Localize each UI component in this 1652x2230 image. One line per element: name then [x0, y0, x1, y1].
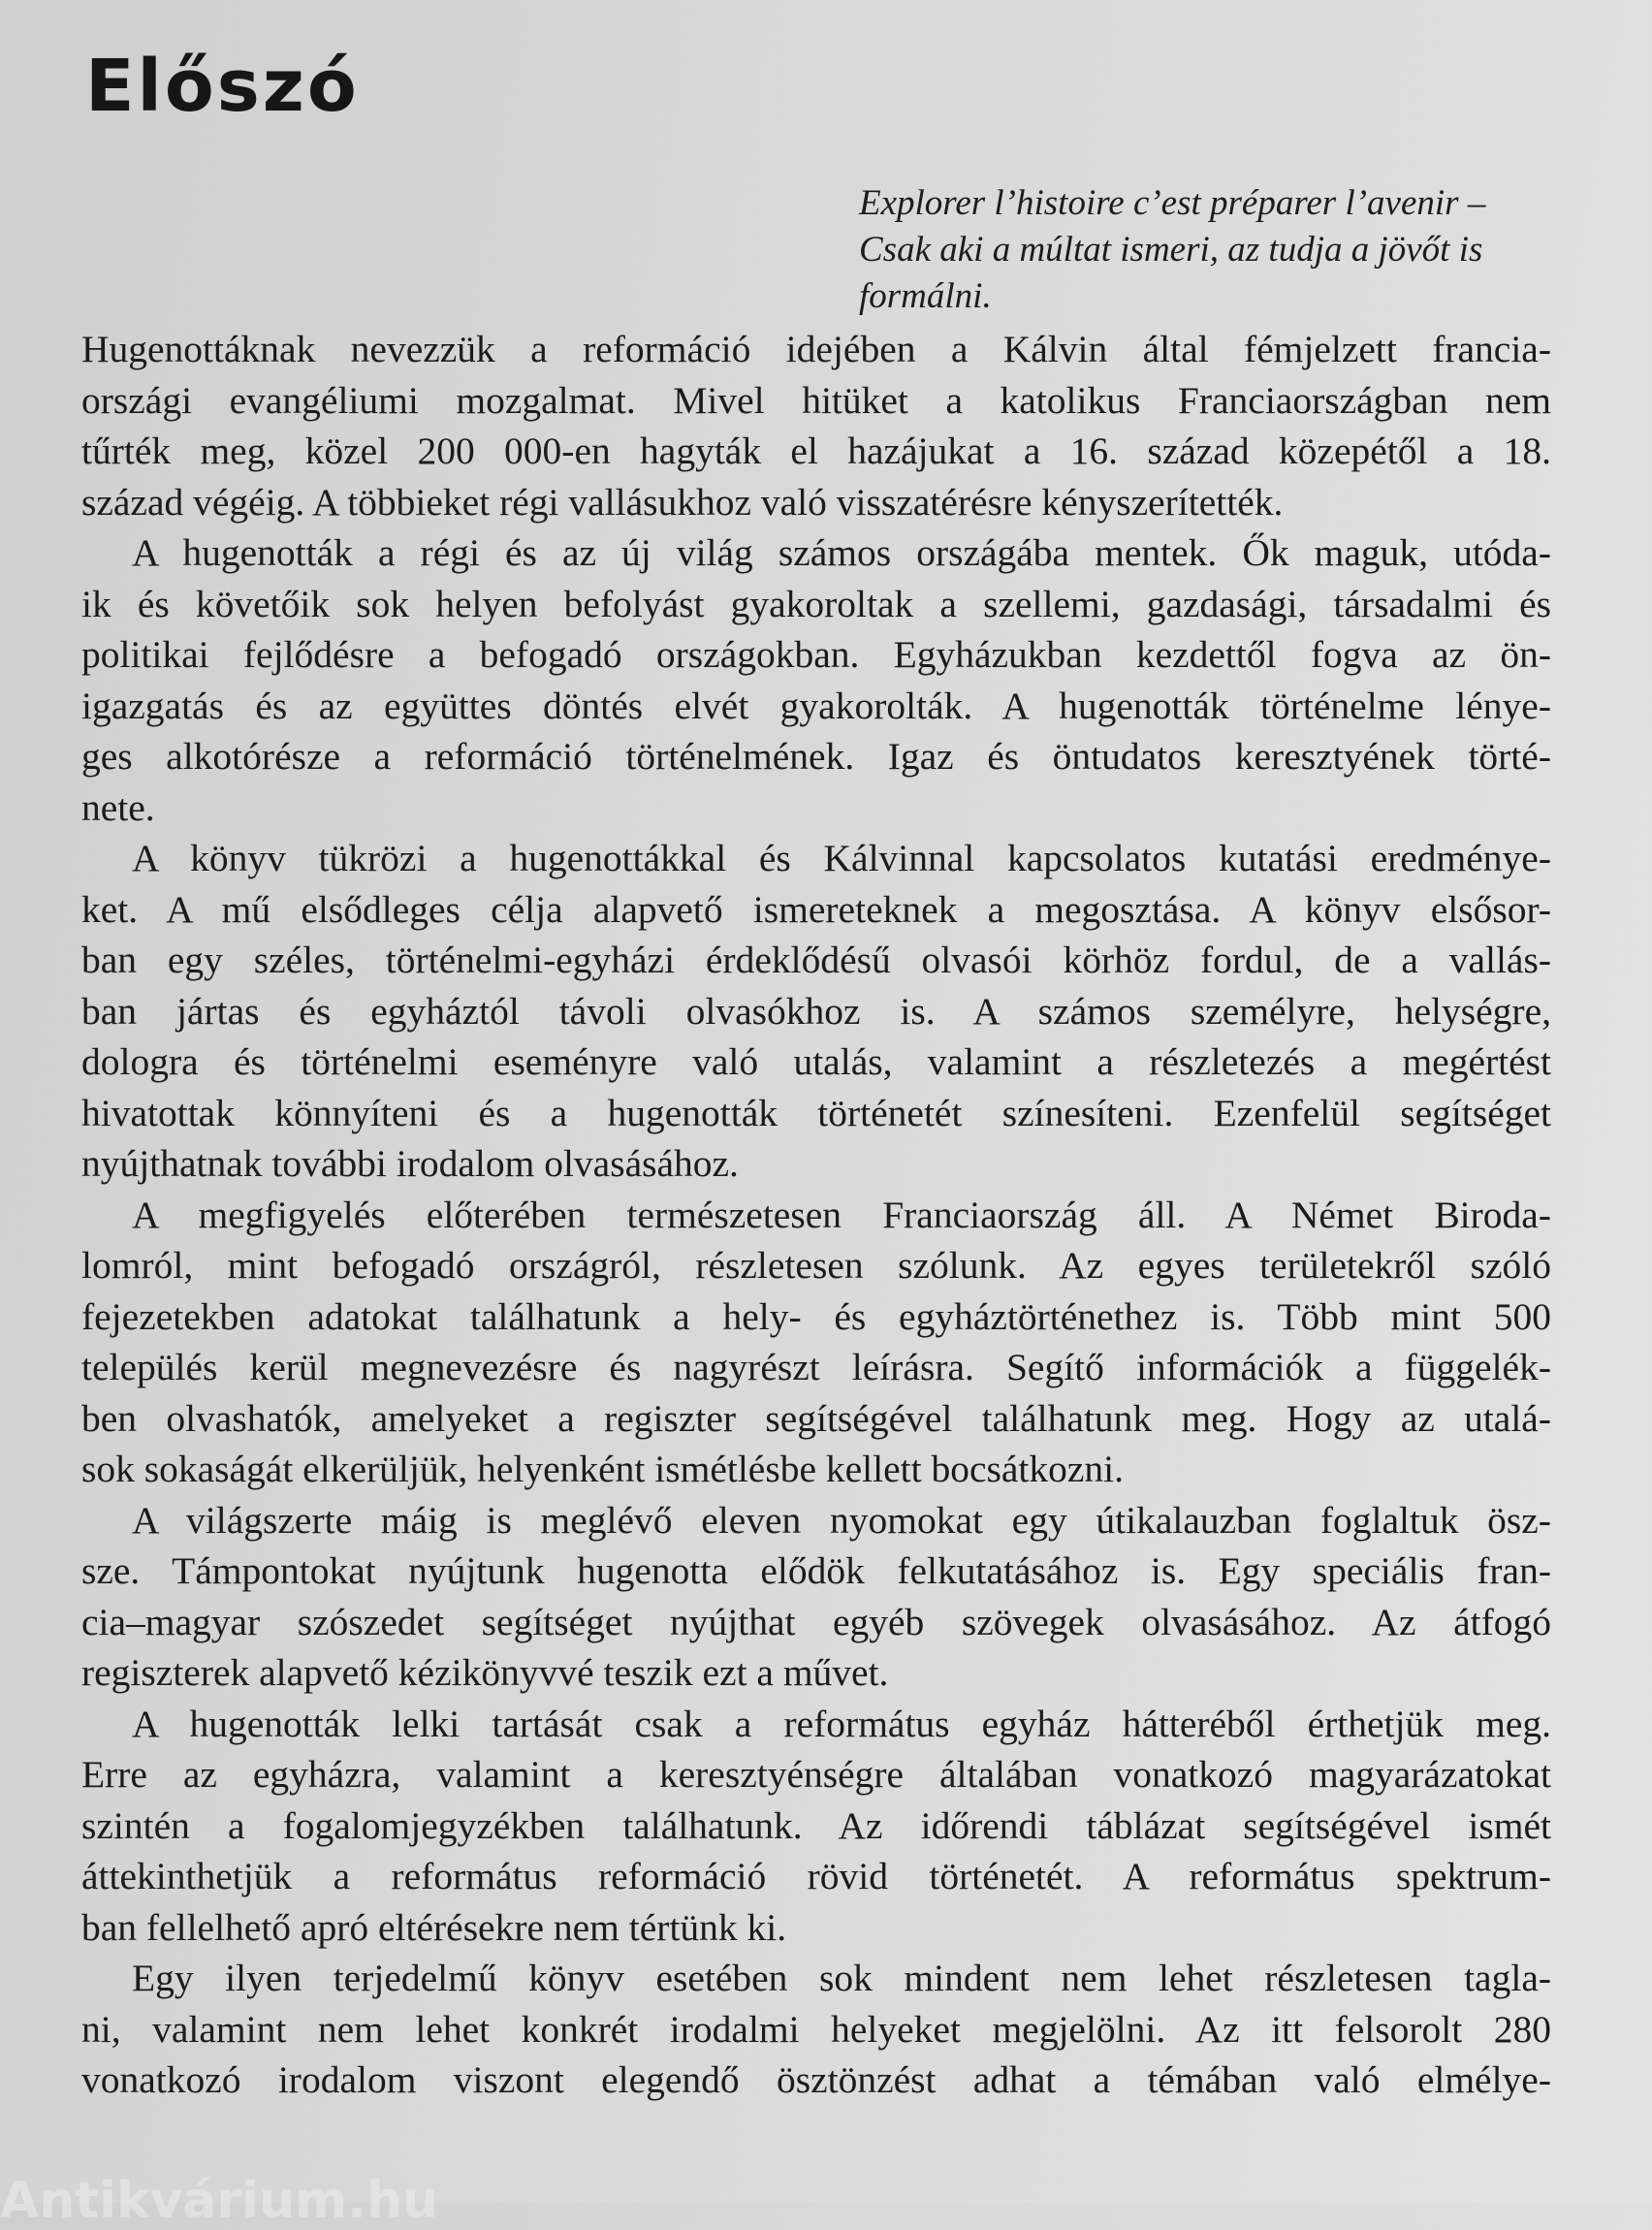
text-line: cia–magyar szószedet segítséget nyújthat egyéb szövegek olvasásához. Az átfogó — [81, 1600, 1551, 1643]
text-line: Erre az egyházra, valamint a keresztyénségre általában vonatkozó magyarázatokat — [81, 1753, 1551, 1796]
paragraph — [81, 1190, 1551, 1495]
text-line: ni, valamint nem lehet konkrét irodalmi helyeket megjelölni. Az itt felsorolt 280 — [81, 2007, 1551, 2051]
text-line: országi evangéliumi mozgalmat. Mivel hitüket a katolikus Franciaországban nem — [81, 378, 1551, 422]
text-line: sze. Támpontokat nyújtunk hugenotta elődök felkutatásához is. Egy speciális fran- — [81, 1549, 1551, 1592]
page-title: Előszó — [85, 45, 360, 128]
text-line: település kerül megnevezésre és nagyrészt leírásra. Segítő információk a függelék- — [81, 1346, 1551, 1388]
text-line: Egy ilyen terjedelmű könyv esetében sok mindent nem lehet részletesen tagla- — [132, 1957, 1551, 1999]
text-line: áttekinthetjük a református reformáció rövid történetét. A református spektrum- — [81, 1855, 1551, 1897]
epigraph-line-hungarian: Csak aki a múltat ismeri, az tudja a jövőt is formálni. — [859, 230, 1483, 316]
text-line: nyújthatnak további irodalom olvasásához. — [81, 1142, 739, 1185]
text-line: A világszerte máig is meglévő eleven nyomokat egy útikalauzban foglaltuk ösz- — [132, 1498, 1551, 1542]
text-line: ket. A mű elsődleges célja alapvető ismereteknek a megosztása. A könyv elsősor- — [81, 887, 1551, 931]
text-line: Hugenottáknak nevezzük a reformáció idejében a Kálvin által fémjelzett francia- — [81, 328, 1551, 370]
text-line: ges alkotórésze a reformáció történelmének. Igaz és öntudatos keresztyének törté- — [81, 735, 1551, 778]
paragraph — [81, 833, 1551, 1190]
text-line: A megfigyelés előterében természetesen Franciaország áll. A Német Biroda- — [132, 1193, 1551, 1236]
text-line: politikai fejlődésre a befogadó országokban. Egyházukban kezdettől fogva az ön- — [81, 633, 1551, 676]
epigraph — [574, 180, 1543, 320]
text-line: A könyv tükrözi a hugenottákkal és Kálvinnal kapcsolatos kutatási eredménye- — [132, 837, 1551, 879]
epigraph-line-french: Explorer l’histoire c’est préparer l’avenir – — [859, 183, 1486, 223]
text-line: hivatottak könnyíteni és a hugenották történetét színesíteni. Ezenfelül segítséget — [81, 1091, 1551, 1134]
text-line: dologra és történelmi eseményre való utalás, valamint a részletezés a megértést — [81, 1040, 1551, 1083]
text-line: A hugenották a régi és az új világ számos országába mentek. Ők maguk, utóda- — [132, 531, 1551, 574]
text-line: igazgatás és az együttes döntés elvét gyakorolták. A hugenották történelme lénye- — [81, 684, 1551, 727]
text-line: nete. — [81, 785, 155, 829]
text-line: század végéig. A többieket régi vallásukhoz való visszatérésre kényszerítették. — [81, 480, 1284, 524]
text-line: sok sokaságát elkerüljük, helyenként ismétlésbe kellett bocsátkozni. — [81, 1448, 1124, 1490]
text-line: ban egy széles, történelmi-egyházi érdeklődésű olvasói körhöz fordul, de a vallás- — [81, 939, 1551, 981]
text-line: szintén a fogalomjegyzékben találhatunk. Az időrendi táblázat segítségével ismét — [81, 1803, 1551, 1847]
paragraph — [81, 1699, 1551, 1954]
text-line: A hugenották lelki tartását csak a református egyház hátteréből érthetjük meg. — [132, 1702, 1551, 1745]
body-text — [81, 324, 1551, 2106]
text-line: lomról, mint befogadó országról, részletesen szólunk. Az egyes területekről szóló — [81, 1244, 1551, 1287]
text-line: tűrték meg, közel 200 000-en hagyták el hazájukat a 16. század közepétől a 18. — [81, 430, 1551, 472]
text-line: ben olvashatók, amelyeket a regiszter segítségével találhatunk meg. Hogy az utalá- — [81, 1396, 1551, 1440]
text-line: fejezetekben adatokat találhatunk a hely- és egyháztörténethez is. Több mint 500 — [81, 1294, 1551, 1338]
paragraph — [81, 527, 1551, 833]
paragraph — [81, 1953, 1551, 2106]
watermark: Antikvárium.hu — [0, 2172, 438, 2230]
text-line: ban fellelhető apró eltérésekre nem tértünk ki. — [81, 1905, 787, 1949]
text-line: vonatkozó irodalom viszont elegendő ösztönzést adhat a témában való elmélye- — [81, 2058, 1551, 2101]
text-line: ik és követőik sok helyen befolyást gyakoroltak a szellemi, gazdasági, társadalmi és — [81, 582, 1551, 625]
text-line: regiszterek alapvető kézikönyvvé teszik ezt a művet. — [81, 1651, 889, 1694]
paragraph — [81, 324, 1551, 527]
paragraph — [81, 1495, 1551, 1699]
text-line: ban jártas és egyháztól távoli olvasókhoz is. A számos személyre, helységre, — [81, 989, 1551, 1033]
